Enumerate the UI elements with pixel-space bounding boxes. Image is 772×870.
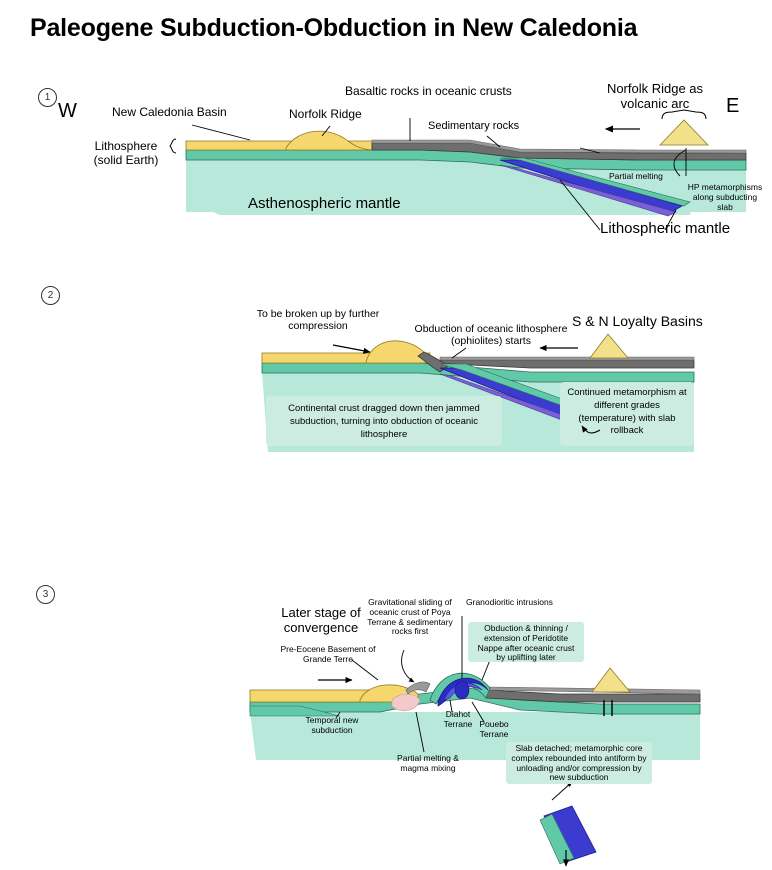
later-stage-convergence-label: Later stage of convergence <box>281 605 361 635</box>
slab-detached-label: Slab detached; metamorphic core complex rebounded into antiform by unloading and/or compression by new subduction <box>511 743 647 783</box>
panel-number-1: 1 <box>38 88 57 107</box>
panel-number-3: 3 <box>36 585 55 604</box>
partial-melting-label: Partial melting <box>609 171 663 181</box>
continental-crust-band-3 <box>250 690 370 702</box>
to-be-broken-up-label: To be broken up by further compression <box>256 308 380 333</box>
partial-melt-zone-3 <box>392 694 420 711</box>
norfolk-ridge-arc-label: Norfolk Ridge as volcanic arc <box>606 81 704 111</box>
obduction-thinning-label: Obduction & thinning / extension of Peridotite Nappe after oceanic crust by uplifting later <box>477 623 575 663</box>
basaltic-rocks-label: Basaltic rocks in oceanic crusts <box>345 84 512 98</box>
lithospheric-mantle-label: Lithospheric mantle <box>600 220 731 237</box>
direction-west-1: W <box>58 100 77 122</box>
granodioritic-intrusion-3 <box>455 681 469 699</box>
continued-metamorphism-label: Continued metamorphism at different grades (temperature) with slab rollback <box>567 387 687 437</box>
partial-melting-magma-label: Partial melting & magma mixing <box>397 753 459 773</box>
continental-crust-dragged-label: Continental crust dragged down then jammed subduction, turning into obduction of oceanic lithosphere <box>288 403 480 440</box>
granodioritic-intrusions-label: Granodioritic intrusions <box>466 597 553 607</box>
loyalty-basins-label: S & N Loyalty Basins <box>572 313 703 329</box>
sedimentary-rocks-label: Sedimentary rocks <box>428 120 520 132</box>
norfolk-ridge-label: Norfolk Ridge <box>289 107 362 121</box>
asthenospheric-mantle-label: Asthenospheric mantle <box>248 195 401 212</box>
lithosphere-label: Lithosphere (solid Earth) <box>93 139 159 167</box>
diahot-terrane-label: Diahot Terrane <box>443 709 473 729</box>
new-caledonia-basin-label: New Caledonia Basin <box>112 105 227 119</box>
hp-metamorphisms-label: HP metamorphisms along subducting slab <box>687 182 763 212</box>
panel-number-2: 2 <box>41 286 60 305</box>
volcanic-arc-3 <box>592 668 630 692</box>
direction-east-1: E <box>726 95 740 117</box>
temporal-new-subduction-label: Temporal new subduction <box>305 715 359 735</box>
pouebo-terrane-label: Pouebo Terrane <box>479 719 509 739</box>
leader-slab-detached-3 <box>552 782 572 800</box>
poya-terrane-sliver-3 <box>406 682 430 694</box>
obduction-starts-label: Obduction of oceanic lithosphere (ophiolites) starts <box>414 323 568 348</box>
pre-eocene-basement-label: Pre-Eocene Basement of Grande Terre <box>280 644 376 664</box>
leader-gravitational-sliding-3 <box>402 650 414 682</box>
gravitational-sliding-label: Gravitational sliding of oceanic crust of Poya Terrane & sedimentary rocks first <box>367 597 453 637</box>
page-title: Paleogene Subduction-Obduction in New Caledonia <box>30 14 638 42</box>
